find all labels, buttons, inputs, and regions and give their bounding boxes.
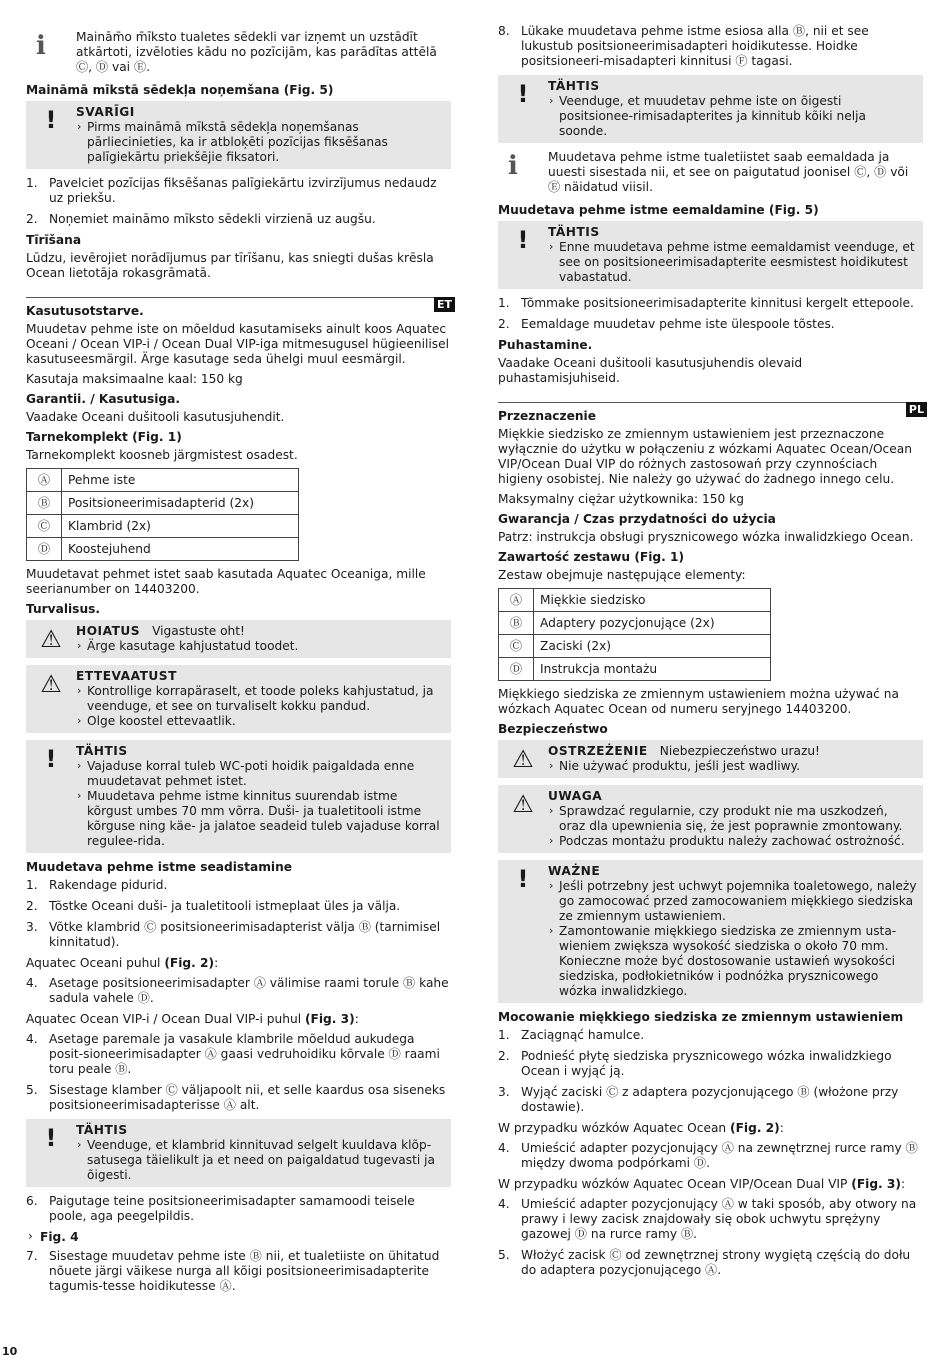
step-list <box>26 1194 451 1224</box>
box-title: TÄHTIS <box>76 744 128 758</box>
paragraph: W przypadku wózków Aquatec Ocean (Fig. 2): <box>498 1121 784 1135</box>
box-item: › Zamontowanie miękkiego siedziska ze zmiennym usta-wieniem zwiększa wysokość siedziska o około 70 mm. Konieczne może być dostosowanie ustawień wysokości siedziska, podłokietników i podnóżka prysznicowego wózka inwalidzkiego. <box>548 924 917 999</box>
part-label: Klambrid (2x) <box>62 515 299 538</box>
step-item: 4. Asetage positsioneerimisadapter Ⓐ välimise raami torule Ⓑ kahe sadula vahele Ⓓ. <box>26 976 449 1005</box>
step-list <box>498 24 923 69</box>
box-title: WAŻNE <box>548 864 601 878</box>
paragraph: Muudetavat pehmet istet saab kasutada Aquatec Oceaniga, mille seerianumber on 14403200. <box>26 567 426 596</box>
paragraph: Kasutaja maksimaalne kaal: 150 kg <box>26 372 243 386</box>
warning-triangle-icon: ⚠ <box>40 670 62 698</box>
part-label: Instrukcja montażu <box>534 658 771 681</box>
step-item: 5. Sisestage klamber Ⓒ väljapoolt nii, et selle kaardus osa siseneks positsioneerimisadapterisse Ⓐ alt. <box>26 1083 446 1112</box>
step-item: 6. Paigutage teine positsioneerimisadapter samamoodi teisele poole, aga peegelpildis. <box>26 1194 415 1223</box>
left-column <box>26 24 451 1300</box>
section-heading: Maināmā mīkstā sēdekļa noņemšana (Fig. 5) <box>26 83 334 97</box>
step-item: 7. Sisestage muudetav pehme iste Ⓑ nii, et tualetiiste on ühitatud nõuete järgi väikese nurga all kõigi positsioneerimisadapterite tagumis-tesse hoidikutesse Ⓐ. <box>26 1249 440 1293</box>
part-key: Ⓒ <box>27 515 62 538</box>
box-title: TÄHTIS <box>548 225 600 239</box>
table-row <box>499 658 771 681</box>
step-item: 8. Lükake muudetava pehme istme esiosa alla Ⓑ, nii et see lukustub positsioneerimisadapteri hoidikutesse. Hoidke positsioneeri-misadapteri kinnitusi Ⓕ tagasi. <box>498 24 869 68</box>
section-heading: Tarnekomplekt (Fig. 1) <box>26 430 182 444</box>
box-title: TÄHTIS <box>76 1123 128 1137</box>
step-list <box>26 976 451 1006</box>
right-column <box>498 24 923 1284</box>
exclamation-icon: ! <box>45 106 57 134</box>
step-item: 5. Włożyć zacisk Ⓒ od zewnętrznej strony wygiętą częścią do dołu do adaptera pozycjonującego Ⓐ. <box>498 1248 911 1277</box>
step-list <box>26 1249 451 1294</box>
warning-box <box>498 740 923 778</box>
step-list <box>26 1032 451 1113</box>
box-item: › Ärge kasutage kahjustatud toodet. <box>76 639 445 654</box>
table-row <box>27 538 299 561</box>
part-key: Ⓒ <box>499 635 534 658</box>
box-title: UWAGA <box>548 789 603 803</box>
step-item: 1. Rakendage pidurid. <box>26 878 168 892</box>
box-item: › Olge koostel ettevaatlik. <box>76 714 445 729</box>
step-item: 1. Zaciągnąć hamulce. <box>498 1028 645 1042</box>
paragraph: Vaadake Oceani dušitooli kasutusjuhendis olevaid puhastamisjuhiseid. <box>498 356 803 385</box>
figure-reference: › Fig. 4 <box>26 1230 451 1245</box>
note-text: Muudetava pehme istme tualetiistet saab eemaldada ja uuesti sisestada nii, et see on paigutatud joonisel Ⓒ, Ⓓ või Ⓔ näidatud viisil. <box>548 150 909 194</box>
step-list <box>498 296 923 332</box>
step-list <box>498 1197 923 1278</box>
paragraph: Patrz: instrukcja obsługi prysznicowego wózka inwalidzkiego Ocean. <box>498 530 914 544</box>
box-item: › Enne muudetava pehme istme eemaldamist veenduge, et see on positsioneerimisadapterite eesmistest hoidikutest vabastatud. <box>548 240 917 285</box>
step-item: 1. Tõmmake positsioneerimisadapterite kinnitusi kergelt ettepoole. <box>498 296 914 310</box>
info-note <box>26 30 451 75</box>
exclamation-icon: ! <box>517 80 529 108</box>
exclamation-icon: ! <box>45 745 57 773</box>
box-item: › Jeśli potrzebny jest uchwyt pojemnika toaletowego, należy go zamocować przed zamocowaniem miękkiego siedziska ze zmiennym ustawieniem. <box>548 879 917 924</box>
important-box <box>26 740 451 853</box>
step-item: 2. Noņemiet maināmo mīksto sēdekli virzienā uz augšu. <box>26 212 376 226</box>
paragraph: Maksymalny ciężar użytkownika: 150 kg <box>498 492 744 506</box>
step-item: 1. Pavelciet pozīcijas fiksēšanas palīgiekārtu izvirzījumus nedaudz uz priekšu. <box>26 176 437 205</box>
box-title: OSTRZEŻENIE <box>548 744 648 758</box>
part-key: Ⓑ <box>499 612 534 635</box>
paragraph: Aquatec Oceani puhul (Fig. 2): <box>26 956 219 970</box>
box-title: SVARĪGI <box>76 105 135 119</box>
important-box <box>498 860 923 1003</box>
section-heading: Garantii. / Kasutusiga. <box>26 392 180 406</box>
note-text: Mainām̄o m̄īksto tualetes sēdekli var izņemt un uzstādīt atkārtoti, izvēloties kādu no pozīcijām, kas parādītas attēlā Ⓒ, Ⓓ vai Ⓔ. <box>76 30 437 74</box>
important-box <box>26 101 451 169</box>
box-item: › Muudetava pehme istme kinnitus suurendab istme kõrgust umbes 70 mm võrra. Duši- ja tualetitooli istme kõrguse ning käe- ja jalatoe seadeid tuleb vajaduse korral regulee-rida. <box>76 789 445 849</box>
paragraph: W przypadku wózków Aquatec Ocean VIP/Ocean Dual VIP (Fig. 3): <box>498 1177 906 1191</box>
info-icon: ℹ <box>508 151 518 181</box>
box-item: › Kontrollige korrapäraselt, et toode poleks kahjustatud, ja veenduge, et see on turvaliselt kokku pandud. <box>76 684 445 714</box>
part-key: Ⓓ <box>27 538 62 561</box>
box-item: › Veenduge, et klambrid kinnituvad selgelt kuuldava klõp-satusega täielikult ja et need on paigaldatud tugevasti ja õigesti. <box>76 1138 445 1183</box>
important-box <box>26 1119 451 1187</box>
exclamation-icon: ! <box>517 865 529 893</box>
section-heading: Przeznaczenie <box>498 409 596 423</box>
paragraph: Tarnekomplekt koosneb järgmistest osadest. <box>26 448 298 462</box>
caution-box <box>26 665 451 733</box>
step-item: 4. Umieścić adapter pozycjonujący Ⓐ w taki sposób, aby otwory na prawy i lewy zacisk znajdowały się obok uchwytu sprężyny gazowej Ⓓ na rurce ramy Ⓑ. <box>498 1197 917 1241</box>
section-heading: Gwarancja / Czas przydatności do użycia <box>498 512 776 526</box>
warning-triangle-icon: ⚠ <box>512 745 534 773</box>
section-heading: Mocowanie miękkiego siedziska ze zmiennym ustawieniem <box>498 1010 904 1024</box>
info-icon: ℹ <box>36 31 46 61</box>
box-title: ETTEVAATUST <box>76 669 177 683</box>
warning-triangle-icon: ⚠ <box>512 790 534 818</box>
table-row <box>27 469 299 492</box>
paragraph: Lūdzu, ievērojiet norādījumus par tīrīšanu, kas sniegti dušas krēsla Ocean lietotāja rokasgrāmatā. <box>26 251 434 280</box>
step-item: 2. Eemaldage muudetav pehme iste ülespoole tõstes. <box>498 317 835 331</box>
step-item: 3. Võtke klambrid Ⓒ positsioneerimisadapterist välja Ⓑ (tarnimisel kinnitatud). <box>26 920 441 949</box>
step-list <box>26 176 451 227</box>
step-list <box>498 1141 923 1171</box>
language-tag: ET <box>434 297 455 312</box>
important-box <box>498 221 923 289</box>
language-tag: PL <box>906 402 927 417</box>
step-item: 2. Podnieść płytę siedziska prysznicowego wózka inwalidzkiego Ocean i wyjąć ją. <box>498 1049 892 1078</box>
paragraph: Aquatec Ocean VIP-i / Ocean Dual VIP-i puhul (Fig. 3): <box>26 1012 359 1026</box>
part-key: Ⓐ <box>499 589 534 612</box>
step-item: 4. Umieścić adapter pozycjonujący Ⓐ na zewnętrznej rurce ramy Ⓑ między dwoma podpórkami Ⓓ. <box>498 1141 918 1170</box>
box-title: HOIATUS <box>76 624 141 638</box>
parts-table <box>498 588 771 681</box>
paragraph: Vaadake Oceani dušitooli kasutusjuhendit. <box>26 410 285 424</box>
page-number: 10 <box>2 1345 18 1358</box>
paragraph: Muudetav pehme iste on mõeldud kasutamiseks ainult koos Aquatec Oceani / Ocean VIP-i / Ocean Dual VIP-iga mitmesugusel hügieenilisel kasutuseesmärgil. Ärge kasutage seda ühelgi muul eesmärgil. <box>26 322 450 366</box>
box-item: › Pirms maināmā mīkstā sēdekļa noņemšanas pārliecinieties, ka ir atbloķēti pozīcijas fiksēšanas palīgiekārtu priekšējie fiksatori. <box>76 120 445 165</box>
part-label: Koostejuhend <box>62 538 299 561</box>
exclamation-icon: ! <box>45 1124 57 1152</box>
table-row <box>499 589 771 612</box>
section-heading: Zawartość zestawu (Fig. 1) <box>498 550 685 564</box>
warning-box <box>26 620 451 658</box>
table-row <box>27 492 299 515</box>
paragraph: Zestaw obejmuje następujące elementy: <box>498 568 746 582</box>
step-item: 4. Asetage paremale ja vasakule klambrile mõeldud aukudega posit-sioneerimisadapter Ⓐ gaasi vedruhoidiku kõrvale Ⓓ raami toru peale Ⓑ. <box>26 1032 440 1076</box>
important-box <box>498 75 923 143</box>
part-label: Pehme iste <box>62 469 299 492</box>
section-heading: Kasutusotstarve. <box>26 304 144 318</box>
part-label: Positsioneerimisadapterid (2x) <box>62 492 299 515</box>
box-item: › Nie używać produktu, jeśli jest wadliwy. <box>548 759 917 774</box>
part-key: Ⓓ <box>499 658 534 681</box>
box-item: › Podczas montażu produktu należy zachować ostrożność. <box>548 834 917 849</box>
box-title: TÄHTIS <box>548 79 600 93</box>
box-subtitle: Vigastuste oht! <box>152 624 245 638</box>
part-key: Ⓑ <box>27 492 62 515</box>
part-label: Zaciski (2x) <box>534 635 771 658</box>
box-item: › Sprawdzać regularnie, czy produkt nie ma uszkodzeń, oraz dla upewnienia się, że jest poprawnie zmontowany. <box>548 804 917 834</box>
step-item: 2. Tõstke Oceani duši- ja tualetitooli istmeplaat üles ja välja. <box>26 899 401 913</box>
section-heading: Tīrīšana <box>26 233 82 247</box>
box-subtitle: Niebezpieczeństwo urazu! <box>659 744 820 758</box>
part-label: Miękkie siedzisko <box>534 589 771 612</box>
info-note <box>498 150 923 195</box>
part-label: Adaptery pozycjonujące (2x) <box>534 612 771 635</box>
section-heading: Puhastamine. <box>498 338 593 352</box>
part-key: Ⓐ <box>27 469 62 492</box>
table-row <box>27 515 299 538</box>
step-list <box>498 1028 923 1115</box>
box-item: › Veenduge, et muudetav pehme iste on õigesti positsionee-rimisadapterites ja kinnitub kõiki nelja soonde. <box>548 94 917 139</box>
step-list <box>26 878 451 950</box>
box-item: › Vajaduse korral tuleb WC-poti hoidik paigaldada enne muudetavat pehmet istet. <box>76 759 445 789</box>
section-heading: Turvalisus. <box>26 602 100 616</box>
warning-triangle-icon: ⚠ <box>40 625 62 653</box>
section-heading: Bezpieczeństwo <box>498 722 608 736</box>
caution-box <box>498 785 923 853</box>
table-row <box>499 612 771 635</box>
parts-table <box>26 468 299 561</box>
step-item: 3. Wyjąć zaciski Ⓒ z adaptera pozycjonującego Ⓑ (włożone przy dostawie). <box>498 1085 899 1114</box>
paragraph: Miękkie siedzisko ze zmiennym ustawieniem jest przeznaczone wyłącznie do użytku w połączeniu z wózkami Aquatec Ocean/Ocean VIP/Ocean Dual VIP do różnych zastosowań przy czynnościach higieny osobistej. Nie należy go używać do żadnego innego celu. <box>498 427 912 486</box>
paragraph: Miękkiego siedziska ze zmiennym ustawieniem można używać na wózkach Aquatec Ocean od numeru seryjnego 14403200. <box>498 687 899 716</box>
section-heading: Muudetava pehme istme seadistamine <box>26 860 293 874</box>
exclamation-icon: ! <box>517 226 529 254</box>
table-row <box>499 635 771 658</box>
section-heading: Muudetava pehme istme eemaldamine (Fig. 5) <box>498 203 819 217</box>
